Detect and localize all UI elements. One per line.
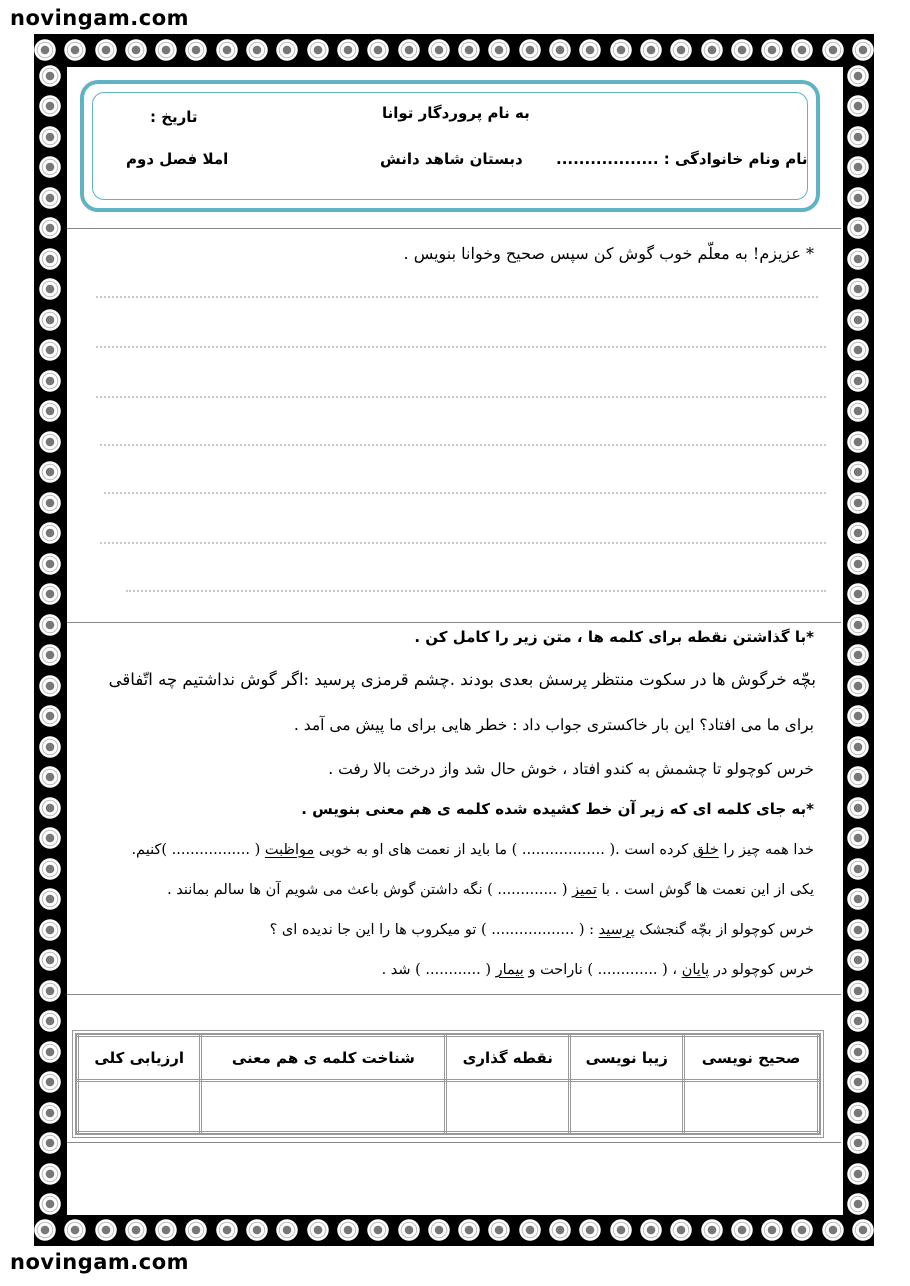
flower-ornament-icon (39, 1071, 61, 1093)
flower-ornament-icon (125, 39, 147, 61)
flower-ornament-icon (39, 461, 61, 483)
score-cell[interactable] (684, 1081, 819, 1133)
flower-ornament-icon (39, 95, 61, 117)
flower-ornament-icon (39, 583, 61, 605)
punctuation-section-divider (67, 622, 841, 623)
bottom-divider (67, 1142, 841, 1143)
flower-ornament-icon (847, 1010, 869, 1032)
flower-ornament-icon (39, 827, 61, 849)
flower-ornament-icon (39, 278, 61, 300)
flower-ornament-icon (852, 39, 874, 61)
passage-line-2: برای ما می افتاد؟ این بار خاکستری جواب داد : خطر هایی برای ما پیش می آمد . (293, 716, 814, 734)
flower-ornament-icon (847, 888, 869, 910)
score-cell[interactable] (446, 1081, 570, 1133)
flower-ornament-icon (39, 156, 61, 178)
flower-ornament-icon (276, 39, 298, 61)
flower-ornament-icon (670, 39, 692, 61)
flower-ornament-icon (847, 278, 869, 300)
flower-ornament-icon (125, 1219, 147, 1241)
flower-ornament-icon (847, 1132, 869, 1154)
writing-line (126, 590, 826, 592)
flower-ornament-icon (488, 39, 510, 61)
flower-ornament-icon (458, 39, 480, 61)
flower-ornament-icon (39, 1193, 61, 1215)
flower-ornament-icon (34, 1219, 56, 1241)
flower-ornament-icon (847, 583, 869, 605)
flower-ornament-icon (847, 461, 869, 483)
flower-ornament-icon (39, 614, 61, 636)
flower-ornament-icon (847, 797, 869, 819)
flower-ornament-icon (39, 309, 61, 331)
flower-ornament-icon (39, 431, 61, 453)
flower-ornament-icon (39, 339, 61, 361)
evaluation-table (72, 1030, 824, 1138)
flower-ornament-icon (610, 39, 632, 61)
underlined-word: بیمار (495, 962, 524, 978)
flower-ornament-icon (458, 1219, 480, 1241)
flower-ornament-icon (246, 39, 268, 61)
flower-ornament-icon (39, 522, 61, 544)
underlined-word: خلق (692, 842, 719, 858)
page-title: به نام پروردگار توانا (382, 104, 530, 122)
flower-ornament-icon (847, 431, 869, 453)
writing-line (96, 296, 818, 298)
flower-ornament-icon (488, 1219, 510, 1241)
flower-ornament-icon (39, 1163, 61, 1185)
flower-ornament-icon (337, 39, 359, 61)
flower-ornament-icon (64, 1219, 86, 1241)
flower-ornament-icon (847, 187, 869, 209)
flower-ornament-icon (307, 39, 329, 61)
underlined-word: پایان (681, 962, 710, 978)
flower-ornament-icon (822, 1219, 844, 1241)
flower-ornament-icon (39, 126, 61, 148)
flower-ornament-icon (822, 39, 844, 61)
flower-ornament-icon (847, 736, 869, 758)
flower-ornament-icon (39, 736, 61, 758)
flower-ornament-icon (39, 65, 61, 87)
flower-ornament-icon (579, 39, 601, 61)
flower-ornament-icon (276, 1219, 298, 1241)
flower-ornament-icon (155, 1219, 177, 1241)
flower-ornament-icon (398, 1219, 420, 1241)
flower-ornament-icon (367, 39, 389, 61)
flower-ornament-icon (307, 1219, 329, 1241)
synonym-line-4: خرس کوچولو در پایان ، ( ............. ) ناراحت و بیمار ( ............ ) شد . (381, 962, 814, 978)
flower-ornament-icon (39, 766, 61, 788)
flower-ornament-icon (39, 553, 61, 575)
flower-ornament-icon (761, 39, 783, 61)
table-header-cell: ارزیابی کلی (78, 1036, 201, 1081)
flower-ornament-icon (34, 39, 56, 61)
flower-ornament-icon (39, 370, 61, 392)
flower-ornament-icon (791, 1219, 813, 1241)
table-header-cell: زیبا نویسی (570, 1036, 684, 1081)
flower-ornament-icon (216, 39, 238, 61)
writing-line (96, 346, 826, 348)
flower-ornament-icon (847, 1193, 869, 1215)
flower-ornament-icon (847, 644, 869, 666)
flower-ornament-icon (847, 919, 869, 941)
flower-ornament-icon (39, 1010, 61, 1032)
flower-ornament-icon (428, 1219, 450, 1241)
synonym-line-3: خرس کوچولو از بچّه گنجشک پرسید : ( .................. ) تو میکروب ها را این جا ندیده ای ؟ (269, 922, 814, 938)
flower-ornament-icon (847, 980, 869, 1002)
flower-ornament-icon (847, 614, 869, 636)
flower-ornament-icon (847, 309, 869, 331)
watermark-bottom: novingam.com (10, 1250, 190, 1274)
evaluation-section-divider (67, 994, 841, 995)
flower-ornament-icon (39, 644, 61, 666)
flower-ornament-icon (640, 39, 662, 61)
flower-ornament-icon (64, 39, 86, 61)
flower-ornament-icon (519, 1219, 541, 1241)
underlined-word: تمیز (572, 882, 597, 898)
flower-ornament-icon (847, 339, 869, 361)
flower-ornament-icon (847, 400, 869, 422)
score-cell[interactable] (201, 1081, 446, 1133)
flower-ornament-icon (39, 888, 61, 910)
flower-ornament-icon (701, 1219, 723, 1241)
flower-ornament-icon (847, 949, 869, 971)
flower-ornament-icon (95, 39, 117, 61)
flower-ornament-icon (847, 858, 869, 880)
header-box (80, 80, 820, 212)
flower-ornament-icon (39, 187, 61, 209)
score-cell[interactable] (570, 1081, 684, 1133)
synonym-line-1: خدا همه چیز را خلق کرده است .( .................. ) ما باید از نعمت های او به خوبی مواظبت ( ................. )کنیم. (131, 842, 814, 858)
flower-ornament-icon (761, 1219, 783, 1241)
flower-ornament-icon (847, 766, 869, 788)
flower-ornament-icon (847, 492, 869, 514)
flower-ornament-icon (847, 553, 869, 575)
flower-ornament-icon (519, 39, 541, 61)
flower-ornament-icon (847, 248, 869, 270)
flower-ornament-icon (791, 39, 813, 61)
flower-ornament-icon (367, 1219, 389, 1241)
flower-ornament-icon (670, 1219, 692, 1241)
passage-line-3: خرس کوچولو تا چشمش به کندو افتاد ، خوش حال شد واز درخت بالا رفت . (328, 760, 814, 778)
flower-ornament-icon (39, 1102, 61, 1124)
flower-ornament-icon (428, 39, 450, 61)
flower-ornament-icon (39, 492, 61, 514)
flower-ornament-icon (579, 1219, 601, 1241)
flower-ornament-icon (398, 39, 420, 61)
flower-ornament-icon (847, 217, 869, 239)
flower-ornament-icon (852, 1219, 874, 1241)
flower-ornament-icon (39, 858, 61, 880)
writing-line (96, 396, 826, 398)
dictation-section-divider (67, 228, 841, 229)
flower-ornament-icon (847, 1041, 869, 1063)
synonym-line-2: یکی از این نعمت ها گوش است . با تمیز ( ............. ) نگه داشتن گوش باعث می شویم آن ها سالم بمانند . (167, 882, 814, 898)
flower-ornament-icon (731, 1219, 753, 1241)
flower-ornament-icon (185, 1219, 207, 1241)
table-header-cell: شناخت کلمه ی هم معنی (201, 1036, 446, 1081)
flower-ornament-icon (847, 370, 869, 392)
school-name: دبستان شاهد دانش (380, 150, 523, 168)
flower-ornament-icon (847, 1071, 869, 1093)
flower-ornament-icon (701, 39, 723, 61)
flower-ornament-icon (847, 705, 869, 727)
flower-ornament-icon (39, 400, 61, 422)
flower-ornament-icon (640, 1219, 662, 1241)
flower-ornament-icon (155, 39, 177, 61)
flower-ornament-icon (337, 1219, 359, 1241)
flower-ornament-icon (39, 919, 61, 941)
flower-ornament-icon (847, 95, 869, 117)
flower-ornament-icon (610, 1219, 632, 1241)
writing-line (100, 444, 826, 446)
score-cell[interactable] (78, 1081, 201, 1133)
flower-ornament-icon (95, 1219, 117, 1241)
flower-ornament-icon (246, 1219, 268, 1241)
subject-label: املا فصل دوم (126, 150, 229, 168)
flower-ornament-icon (549, 39, 571, 61)
flower-ornament-icon (39, 980, 61, 1002)
flower-ornament-icon (847, 522, 869, 544)
synonym-instruction: *به جای کلمه ای که زیر آن خط کشیده شده کلمه ی هم معنی بنویس . (301, 800, 814, 818)
table-header-cell: نقطه گذاری (446, 1036, 570, 1081)
flower-ornament-icon (39, 675, 61, 697)
flower-ornament-icon (39, 705, 61, 727)
flower-ornament-icon (549, 1219, 571, 1241)
underlined-word: پرسید (598, 922, 635, 938)
flower-ornament-icon (847, 827, 869, 849)
passage-line-1: بچّه خرگوش ها در سکوت منتظر پرسش بعدی بودند .چشم قرمزی پرسید :اگر گوش نداشتیم چه اتّفاقی (108, 670, 816, 689)
table-header-cell: صحیح نویسی (684, 1036, 819, 1081)
flower-ornament-icon (39, 797, 61, 819)
flower-ornament-icon (847, 65, 869, 87)
flower-ornament-icon (216, 1219, 238, 1241)
flower-ornament-icon (39, 1132, 61, 1154)
flower-ornament-icon (39, 248, 61, 270)
flower-ornament-icon (847, 156, 869, 178)
dictation-instruction: * عزیزم! به معلّم خوب گوش کن سپس صحیح وخوانا بنویس . (403, 244, 814, 263)
writing-line (100, 542, 826, 544)
flower-ornament-icon (185, 39, 207, 61)
underlined-word: مواظبت (264, 842, 315, 858)
date-label: تاریخ : (150, 108, 198, 126)
punctuation-instruction: *با گذاشتن نقطه برای کلمه ها ، متن زیر را کامل کن . (414, 628, 814, 646)
flower-ornament-icon (847, 675, 869, 697)
watermark-top: novingam.com (10, 6, 190, 30)
flower-ornament-icon (847, 1163, 869, 1185)
writing-line (104, 492, 826, 494)
flower-ornament-icon (39, 217, 61, 239)
flower-ornament-icon (39, 949, 61, 971)
flower-ornament-icon (847, 1102, 869, 1124)
name-field-label: نام ونام خانوادگی : .................. (556, 150, 808, 168)
flower-ornament-icon (39, 1041, 61, 1063)
flower-ornament-icon (847, 126, 869, 148)
flower-ornament-icon (731, 39, 753, 61)
